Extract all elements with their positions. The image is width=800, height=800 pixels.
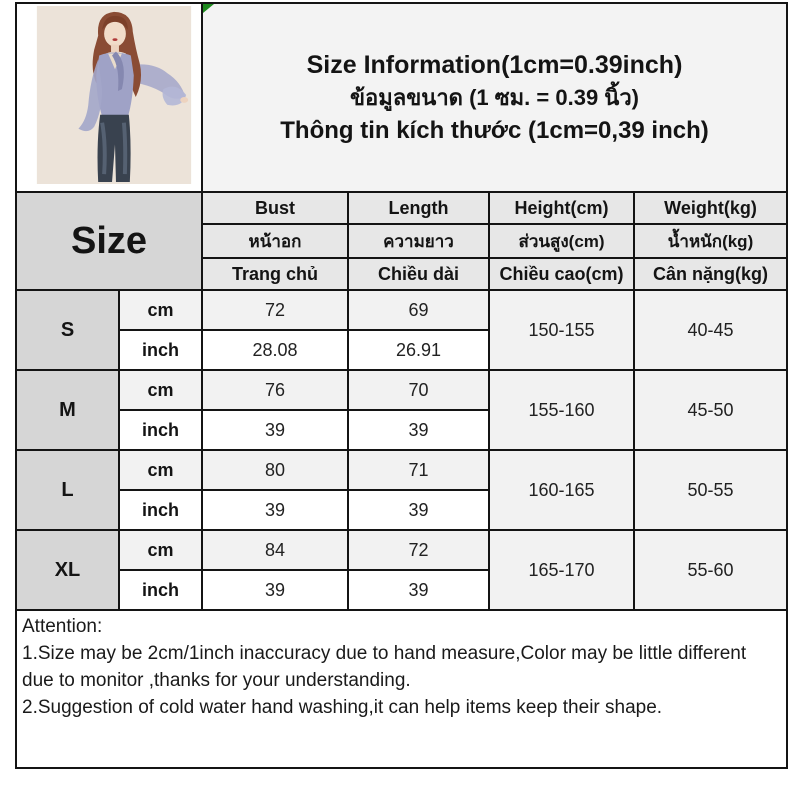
length-inch-value: 39: [348, 570, 489, 610]
unit-label-inch: inch: [119, 330, 202, 370]
size-label-l: L: [16, 450, 119, 530]
col-header-length-th: ความยาว: [348, 224, 489, 258]
unit-label-cm: cm: [119, 290, 202, 330]
length-inch-value: 39: [348, 490, 489, 530]
product-photo-cell: [16, 3, 202, 192]
col-header-bust-vi: Trang chủ: [202, 258, 348, 290]
size-label-s: S: [16, 290, 119, 370]
col-header-weight-vi: Cân nặng(kg): [634, 258, 787, 290]
height-range: 160-165: [489, 450, 634, 530]
height-range: 155-160: [489, 370, 634, 450]
col-header-length-en: Length: [348, 192, 489, 224]
col-header-weight-th: น้ำหนัก(kg): [634, 224, 787, 258]
attention-note-1: 1.Size may be 2cm/1inch inaccuracy due to hand measure,Color may be little different due to monitor ,thanks for your understanding.: [22, 642, 747, 691]
bust-cm-value: 76: [202, 370, 348, 410]
attention-heading: Attention:: [22, 616, 103, 637]
bust-inch-value: 39: [202, 570, 348, 610]
height-range: 150-155: [489, 290, 634, 370]
size-table: [15, 2, 788, 769]
weight-range: 55-60: [634, 530, 787, 610]
unit-label-cm: cm: [119, 530, 202, 570]
weight-range: 50-55: [634, 450, 787, 530]
size-chart-sheet: [15, 2, 788, 769]
length-cm-value: 71: [348, 450, 489, 490]
unit-label-inch: inch: [119, 410, 202, 450]
bust-cm-value: 80: [202, 450, 348, 490]
length-cm-value: 69: [348, 290, 489, 330]
col-header-bust-en: Bust: [202, 192, 348, 224]
col-header-weight-en: Weight(kg): [634, 192, 787, 224]
bust-cm-value: 84: [202, 530, 348, 570]
col-header-height-vi: Chiều cao(cm): [489, 258, 634, 290]
col-header-height-th: ส่วนสูง(cm): [489, 224, 634, 258]
col-header-bust-th: หน้าอก: [202, 224, 348, 258]
height-range: 165-170: [489, 530, 634, 610]
weight-range: 40-45: [634, 290, 787, 370]
length-inch-value: 39: [348, 410, 489, 450]
bust-inch-value: 28.08: [202, 330, 348, 370]
col-header-height-en: Height(cm): [489, 192, 634, 224]
model-photo-illustration: [36, 6, 192, 184]
unit-label-inch: inch: [119, 490, 202, 530]
length-inch-value: 26.91: [348, 330, 489, 370]
attention-note-2: 2.Suggestion of cold water hand washing,it can help items keep their shape.: [22, 696, 663, 718]
attention-box: [16, 610, 787, 768]
bust-inch-value: 39: [202, 490, 348, 530]
title-cell: [202, 3, 787, 192]
title-line-th: ข้อมูลขนาด (1 ซม. = 0.39 นิ้ว): [350, 84, 640, 110]
green-corner-marker-icon: [203, 4, 214, 13]
weight-range: 45-50: [634, 370, 787, 450]
title-line-en: Size Information(1cm=0.39inch): [306, 50, 683, 79]
unit-label-inch: inch: [119, 570, 202, 610]
size-label-xl: XL: [16, 530, 119, 610]
length-cm-value: 72: [348, 530, 489, 570]
unit-label-cm: cm: [119, 370, 202, 410]
size-label-m: M: [16, 370, 119, 450]
bust-cm-value: 72: [202, 290, 348, 330]
title-line-vi: Thông tin kích thước (1cm=0,39 inch): [280, 116, 709, 144]
size-merged-cell: Size: [16, 192, 202, 290]
col-header-length-vi: Chiều dài: [348, 258, 489, 290]
bust-inch-value: 39: [202, 410, 348, 450]
length-cm-value: 70: [348, 370, 489, 410]
unit-label-cm: cm: [119, 450, 202, 490]
